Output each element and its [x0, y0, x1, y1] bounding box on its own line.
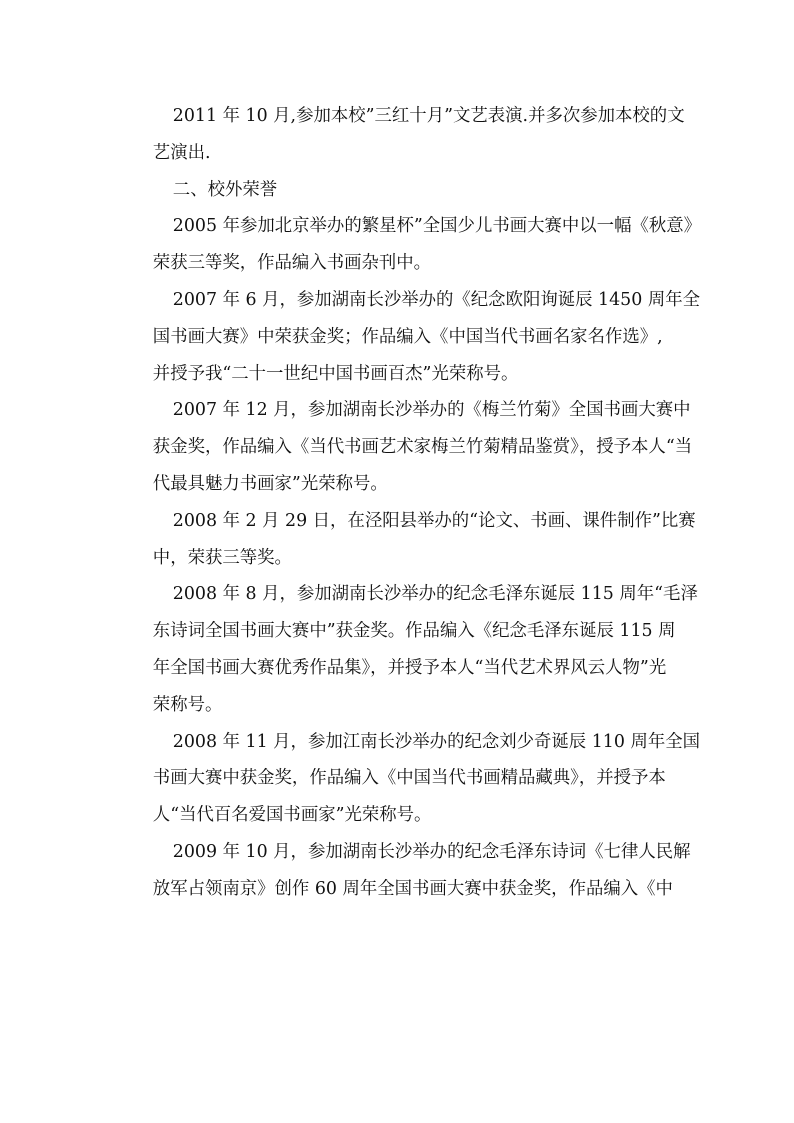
text-line: 艺演出. [152, 142, 211, 163]
paragraph-2008-november-award [118, 724, 701, 834]
paragraph-2007-june-award [118, 282, 701, 392]
text-line: 书画大赛中获金奖，作品编入《中国当代书画精品藏典》，并授予本 [152, 768, 666, 789]
text-line: 荣称号。 [152, 694, 223, 715]
paragraph-2005-award [118, 208, 702, 282]
text-line: 并授予我“二十一世纪中国书画百杰”光荣称号。 [152, 363, 519, 384]
document-body [118, 98, 702, 908]
text-line: 2008 年 11 月，参加江南长沙举办的纪念刘少奇诞辰 110 周年全国 [172, 731, 701, 752]
paragraph-school-performance [118, 98, 685, 172]
text-line: 2008 年 2 月 29 日，在泾阳县举办的“论文、书画、课件制作”比赛 [172, 510, 696, 531]
text-line: 中，荣获三等奖。 [152, 547, 292, 568]
text-line: 荣获三等奖，作品编入书画杂刊中。 [152, 253, 432, 274]
text-line: 2009 年 10 月，参加湖南长沙举办的纪念毛泽东诗词《七律人民解 [172, 841, 691, 862]
paragraph-2008-august-award [118, 576, 698, 723]
section-heading: 二、校外荣誉 [172, 179, 278, 200]
paragraph-2008-february-award [118, 503, 696, 577]
text-line: 国书画大赛》中荣获金奖；作品编入《中国当代书画名家名作选》, [152, 326, 663, 347]
section-heading-external-honors [118, 172, 676, 209]
paragraph-2007-december-award [118, 392, 693, 502]
text-line: 2008 年 8 月，参加湖南长沙举办的纪念毛泽东诞辰 115 周年“毛泽 [172, 584, 698, 605]
text-line: 获金奖，作品编入《当代书画艺术家梅兰竹菊精品鉴赏》，授予本人“当 [152, 437, 693, 458]
text-line: 代最具魅力书画家”光荣称号。 [152, 473, 388, 494]
text-line: 人“当代百名爱国书画家”光荣称号。 [152, 805, 432, 826]
paragraph-2009-october-award [118, 834, 691, 908]
text-line: 2007 年 6 月，参加湖南长沙举办的《纪念欧阳询诞辰 1450 周年全 [172, 289, 701, 310]
text-line: 年全国书画大赛优秀作品集》，并授予本人“当代艺术界风云人物”光 [152, 657, 667, 678]
text-line: 2005 年参加北京举办的繁星杯”全国少儿书画大赛中以一幅《秋意》 [172, 216, 702, 237]
text-line: 放军占领南京》创作 60 周年全国书画大赛中获金奖，作品编入《中 [152, 878, 673, 899]
text-line: 2007 年 12 月，参加湖南长沙举办的《梅兰竹菊》全国书画大赛中 [172, 400, 691, 421]
text-line: 2011 年 10 月,参加本校”三红十月”文艺表演.并多次参加本校的文 [172, 106, 685, 126]
text-line: 东诗词全国书画大赛中”获金奖。作品编入《纪念毛泽东诞辰 115 周 [152, 621, 676, 642]
